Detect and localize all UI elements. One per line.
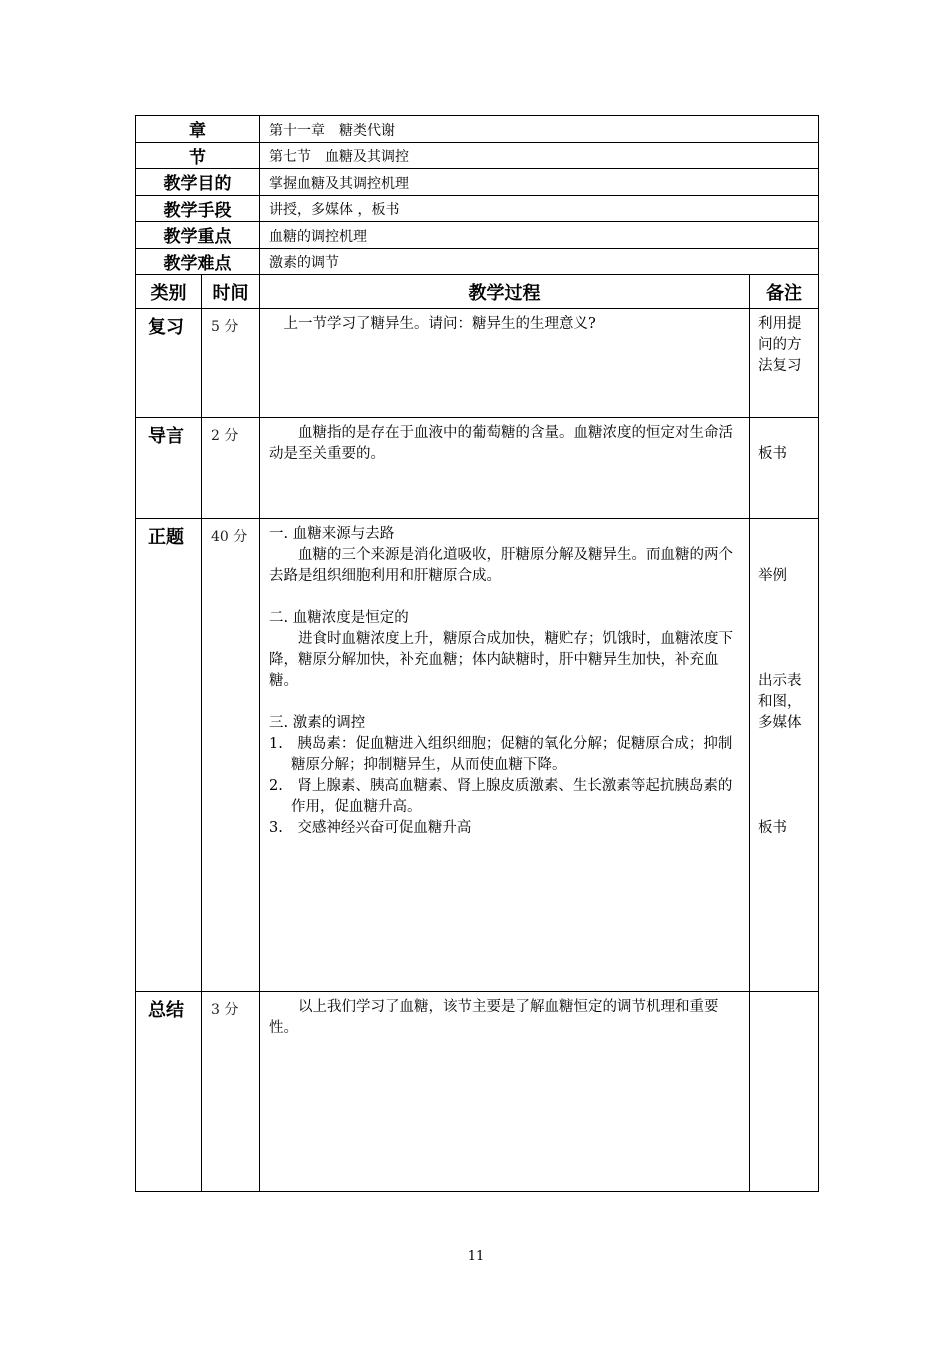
summary-note bbox=[750, 992, 819, 1192]
main-category: 正题 bbox=[136, 519, 202, 992]
main-time: 40 分 bbox=[202, 519, 260, 992]
intro-category: 导言 bbox=[136, 418, 202, 519]
main-section3-title: 三. 激素的调控 bbox=[269, 715, 366, 731]
review-text: 上一节学习了糖异生。请问：糖异生的生理意义? bbox=[283, 316, 596, 332]
summary-time: 3 分 bbox=[202, 992, 260, 1192]
intro-note-cell bbox=[750, 418, 819, 519]
focus-label: 教学重点 bbox=[136, 222, 260, 249]
meta-row-method bbox=[136, 195, 819, 222]
page-number: 11 bbox=[467, 1249, 485, 1264]
intro-note: 板书 bbox=[758, 446, 787, 462]
intro-process-cell bbox=[260, 418, 750, 519]
column-header-process: 教学过程 bbox=[260, 275, 750, 309]
main-note-1: 举例 bbox=[758, 568, 787, 584]
review-process-cell bbox=[260, 309, 750, 418]
main-list-item-2: 2. 肾上腺素、胰高血糖素、肾上腺皮质激素、生长激素等起抗胰岛素的作用，促血糖升高。 bbox=[269, 778, 733, 815]
section-label: 节 bbox=[136, 142, 260, 169]
lesson-plan-table bbox=[135, 115, 819, 1192]
column-header-time: 时间 bbox=[202, 275, 260, 309]
main-list-item-1: 1. 胰岛素：促血糖进入组织细胞；促糖的氧化分解；促糖原合成；抑制糖原分解；抑制糖异生，从而使血糖下降。 bbox=[269, 736, 733, 773]
review-note: 利用提问的方法复习 bbox=[750, 309, 819, 418]
method-value: 讲授，多媒体 ，板书 bbox=[260, 195, 819, 222]
difficulty-label: 教学难点 bbox=[136, 248, 260, 275]
main-note-3: 板书 bbox=[758, 820, 787, 836]
main-section1-title: 一. 血糖来源与去路 bbox=[269, 526, 395, 542]
main-note-2: 出示表和图，多媒体 bbox=[758, 673, 802, 731]
summary-process-cell bbox=[260, 992, 750, 1192]
intro-time: 2 分 bbox=[202, 418, 260, 519]
method-label: 教学手段 bbox=[136, 195, 260, 222]
summary-category: 总结 bbox=[136, 992, 202, 1192]
chapter-label: 章 bbox=[136, 116, 260, 143]
row-summary bbox=[136, 992, 819, 1192]
difficulty-value: 激素的调节 bbox=[260, 248, 819, 275]
meta-row-chapter bbox=[136, 116, 819, 143]
row-intro bbox=[136, 418, 819, 519]
meta-row-section bbox=[136, 142, 819, 169]
summary-text: 以上我们学习了血糖，该节主要是了解血糖恒定的调节机理和重要性。 bbox=[269, 999, 719, 1036]
main-section2-body: 进食时血糖浓度上升，糖原合成加快，糖贮存；饥饿时，血糖浓度下降，糖原分解加快，补充血糖；体内缺糖时，肝中糖异生加快，补充血糖。 bbox=[269, 631, 733, 689]
meta-row-objective bbox=[136, 169, 819, 196]
row-review bbox=[136, 309, 819, 418]
column-header-note: 备注 bbox=[750, 275, 819, 309]
review-category: 复习 bbox=[136, 309, 202, 418]
section-value: 第七节 血糖及其调控 bbox=[260, 142, 819, 169]
focus-value: 血糖的调控机理 bbox=[260, 222, 819, 249]
column-header-row bbox=[136, 275, 819, 309]
main-process-cell bbox=[260, 519, 750, 992]
main-list-item-3: 3. 交感神经兴奋可促血糖升高 bbox=[269, 820, 472, 836]
chapter-value: 第十一章 糖类代谢 bbox=[260, 116, 819, 143]
column-header-category: 类别 bbox=[136, 275, 202, 309]
main-note-cell bbox=[750, 519, 819, 992]
meta-row-focus bbox=[136, 222, 819, 249]
intro-text: 血糖指的是存在于血液中的葡萄糖的含量。血糖浓度的恒定对生命活动是至关重要的。 bbox=[269, 425, 733, 462]
main-section2-title: 二. 血糖浓度是恒定的 bbox=[269, 610, 409, 626]
row-main bbox=[136, 519, 819, 992]
review-time: 5 分 bbox=[202, 309, 260, 418]
main-section1-body: 血糖的三个来源是消化道吸收，肝糖原分解及糖异生。而血糖的两个去路是组织细胞利用和肝糖原合成。 bbox=[269, 547, 733, 584]
objective-label: 教学目的 bbox=[136, 169, 260, 196]
meta-row-difficulty bbox=[136, 248, 819, 275]
objective-value: 掌握血糖及其调控机理 bbox=[260, 169, 819, 196]
